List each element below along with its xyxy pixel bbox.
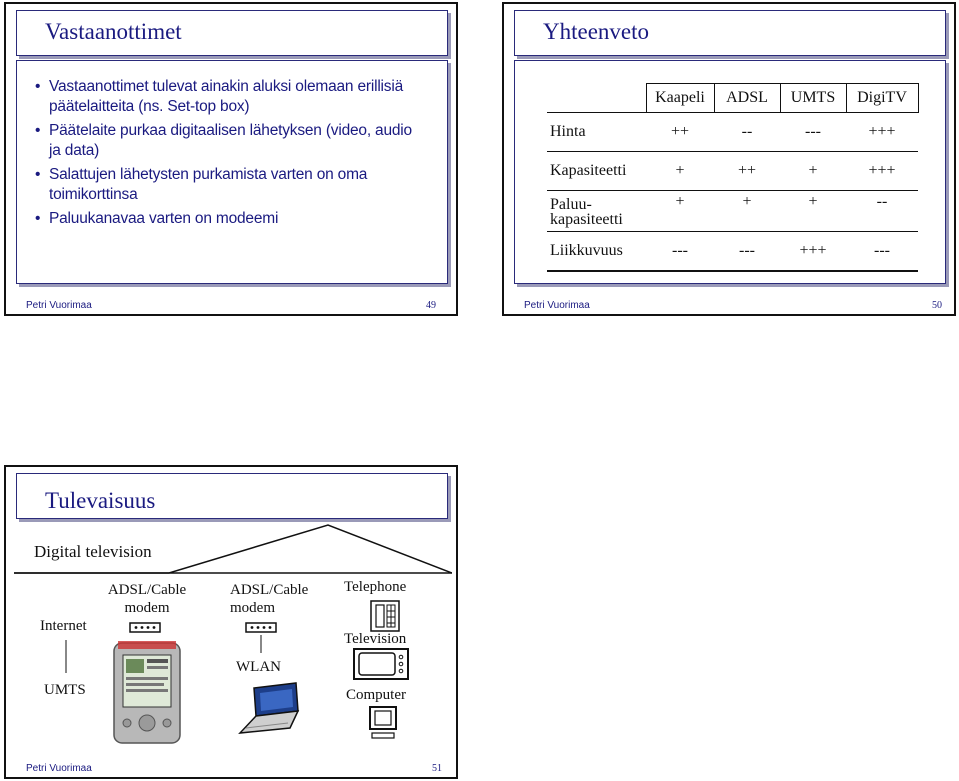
table-row xyxy=(547,152,918,191)
computer-label: Computer xyxy=(346,687,406,703)
row-label xyxy=(547,191,646,232)
slide-title-box xyxy=(514,10,946,56)
table-row xyxy=(547,113,918,152)
umts-label: UMTS xyxy=(44,682,86,698)
table-cell: +++ xyxy=(846,152,918,191)
modem-right-label: ADSL/Cable modem xyxy=(230,582,309,616)
modem-left-icon xyxy=(130,623,160,632)
row-label: Hinta xyxy=(547,113,646,152)
pda-icon xyxy=(114,641,180,743)
comparison-table xyxy=(547,83,919,272)
row-label: Kapasiteetti xyxy=(547,152,646,191)
row-label-line: kapasiteetti xyxy=(550,211,623,228)
table-cell: --- xyxy=(646,232,714,272)
slide-51 xyxy=(4,465,458,779)
footer-author: Petri Vuorimaa xyxy=(26,300,92,311)
page-number: 50 xyxy=(932,300,942,311)
telephone-label: Telephone xyxy=(344,579,407,595)
slide-49 xyxy=(4,2,458,316)
table-cell: -- xyxy=(846,191,918,232)
bullet-item: • Päätelaite purkaa digitaalisen lähetyksen (video, audio ja data) xyxy=(35,121,415,161)
column-header: DigiTV xyxy=(846,84,918,113)
page-number: 49 xyxy=(426,300,436,311)
bullet-item: • Salattujen lähetysten purkamista varten on oma toimikorttinsa xyxy=(35,165,415,205)
column-header: ADSL xyxy=(714,84,780,113)
table-cell: + xyxy=(780,152,846,191)
table-cell: -- xyxy=(714,113,780,152)
modem-left-label: ADSL/Cable modem xyxy=(107,582,187,616)
internet-label: Internet xyxy=(40,618,87,634)
table-cell: ++ xyxy=(714,152,780,191)
table-cell: +++ xyxy=(780,232,846,272)
slide-body xyxy=(16,60,448,284)
row-label-line: Paluu- xyxy=(550,196,592,213)
footer-author: Petri Vuorimaa xyxy=(524,300,590,311)
table-cell: ++ xyxy=(646,113,714,152)
bullet-list xyxy=(35,77,415,233)
slide-title: Tulevaisuus xyxy=(45,488,156,513)
slide-title: Yhteenveto xyxy=(543,19,650,44)
footer-author: Petri Vuorimaa xyxy=(26,763,92,774)
table-cell: + xyxy=(714,191,780,232)
table-cell: + xyxy=(646,191,714,232)
modem-right-icon xyxy=(246,623,276,632)
slide-50 xyxy=(502,2,956,316)
bullet-item: • Paluukanavaa varten on modeemi xyxy=(35,209,415,229)
page-number: 51 xyxy=(432,763,442,774)
slide-title-box xyxy=(16,10,448,56)
computer-icon xyxy=(370,707,396,738)
digital-television-heading: Digital television xyxy=(34,542,152,561)
table-cell: + xyxy=(780,191,846,232)
table-cell: --- xyxy=(780,113,846,152)
wlan-label: WLAN xyxy=(236,659,281,675)
bullet-item: • Vastaanottimet tulevat ainakin aluksi olemaan erillisiä päätelaitteita (ns. Set-top box) xyxy=(35,77,415,117)
table-cell: --- xyxy=(714,232,780,272)
table-row xyxy=(547,191,918,232)
table-cell: + xyxy=(646,152,714,191)
table-header-row xyxy=(547,84,918,113)
column-header: Kaapeli xyxy=(646,84,714,113)
television-label: Television xyxy=(344,631,407,647)
slide-body xyxy=(514,60,946,284)
laptop-icon xyxy=(240,683,298,733)
table-cell: +++ xyxy=(846,113,918,152)
digital-tv-diagram xyxy=(14,523,452,749)
telephone-icon xyxy=(371,601,399,631)
television-icon xyxy=(354,649,408,679)
slide-title: Vastaanottimet xyxy=(45,19,182,44)
table-cell: --- xyxy=(846,232,918,272)
column-header: UMTS xyxy=(780,84,846,113)
slide-title-box xyxy=(16,473,448,519)
table-row xyxy=(547,232,918,272)
row-label: Liikkuvuus xyxy=(547,232,646,272)
